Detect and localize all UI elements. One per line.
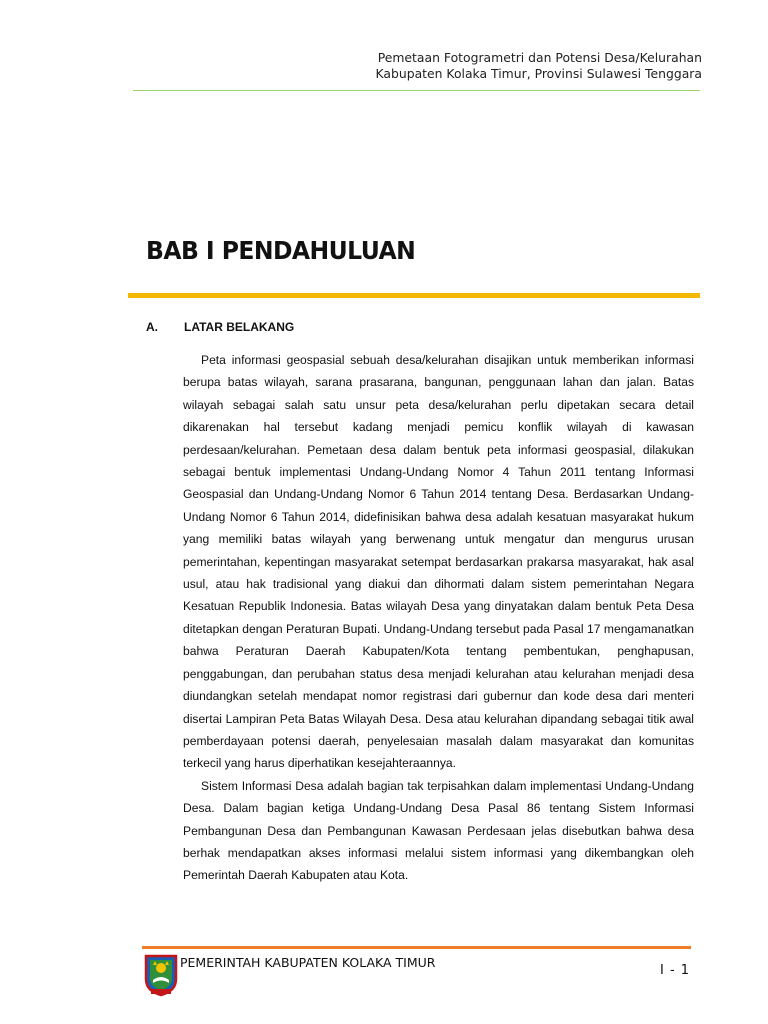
header-line-1: Pemetaan Fotogrametri dan Potensi Desa/Kelurahan bbox=[377, 50, 702, 65]
footer-divider bbox=[142, 946, 691, 949]
section-number: A. bbox=[146, 320, 158, 334]
paragraph-1: Peta informasi geospasial sebuah desa/kelurahan disajikan untuk memberikan informasi berupa batas wilayah, sarana prasarana, bangunan, penggunaan lahan dan jalan. Batas wilayah sebagai salah satu unsur peta desa/kelurahan perlu dipetakan secara detail dikarenakan hal tersebut kadang menjadi pemicu konflik wilayah di kawasan perdesaan/kelurahan. Pemetaan desa dalam bentuk peta informasi geospasial, dilakukan sebagai bentuk implementasi Undang-Undang Nomor 4 Tahun 2011 tentang Informasi Geospasial dan Undang-Undang Nomor 6 Tahun 2014 tentang Desa. Berdasarkan Undang-Undang Nomor 6 Tahun 2014, didefinisikan bahwa desa adalah kesatuan masyarakat hukum yang memiliki batas wilayah yang berwenang untuk mengatur dan mengurus urusan pemerintahan, kepentingan masyarakat setempat berdasarkan prakarsa masyarakat, hak asal usul, atau hak tradisional yang diakui dan dihormati dalam sistem pemerintahan Negara Kesatuan Republik Indonesia. Batas wilayah Desa yang dinyatakan dalam bentuk Peta Desa ditetapkan dengan Peraturan Bupati. Undang-Undang tersebut pada Pasal 17 mengamanatkan bahwa Peraturan Daerah Kabupaten/Kota tentang pembentukan, penghapusan, penggabungan, dan perubahan status desa menjadi kelurahan atau kelurahan menjadi desa diundangkan setelah mendapat nomor registrasi dari gubernur dan kode desa dari menteri disertai Lampiran Peta Batas Wilayah Desa. Desa atau kelurahan dipandang sebagai titik awal pemberdayaan potensi daerah, penyelesaian masalah dalam masyarakat dan komunitas terkecil yang harus diperhatikan kesejahteraannya. bbox=[183, 353, 694, 771]
header-line-2: Kabupaten Kolaka Timur, Provinsi Sulawesi Tenggara bbox=[375, 66, 702, 81]
section-title: LATAR BELAKANG bbox=[184, 320, 295, 334]
running-header bbox=[222, 50, 702, 82]
footer-label: PEMERINTAH KABUPATEN KOLAKA TIMUR bbox=[180, 955, 436, 970]
chapter-title: BAB I PENDAHULUAN bbox=[146, 236, 416, 265]
paragraph-2: Sistem Informasi Desa adalah bagian tak terpisahkan dalam implementasi Undang-Undang Desa. Dalam bagian ketiga Undang-Undang Desa Pasal 86 tentang Sistem Informasi Pembangunan Desa dan Pembangunan Kawasan Perdesaan jelas disebutkan bahwa desa berhak mendapatkan akses informasi melalui sistem informasi yang dikembangkan oleh Pemerintah Daerah Kabupaten atau Kota. bbox=[183, 778, 694, 883]
kolaka-timur-regency-emblem-icon bbox=[143, 953, 179, 997]
page-number: I - 1 bbox=[660, 963, 691, 978]
body-text bbox=[183, 349, 694, 887]
header-divider bbox=[133, 90, 700, 91]
title-divider bbox=[128, 293, 700, 298]
section-heading bbox=[146, 320, 294, 334]
